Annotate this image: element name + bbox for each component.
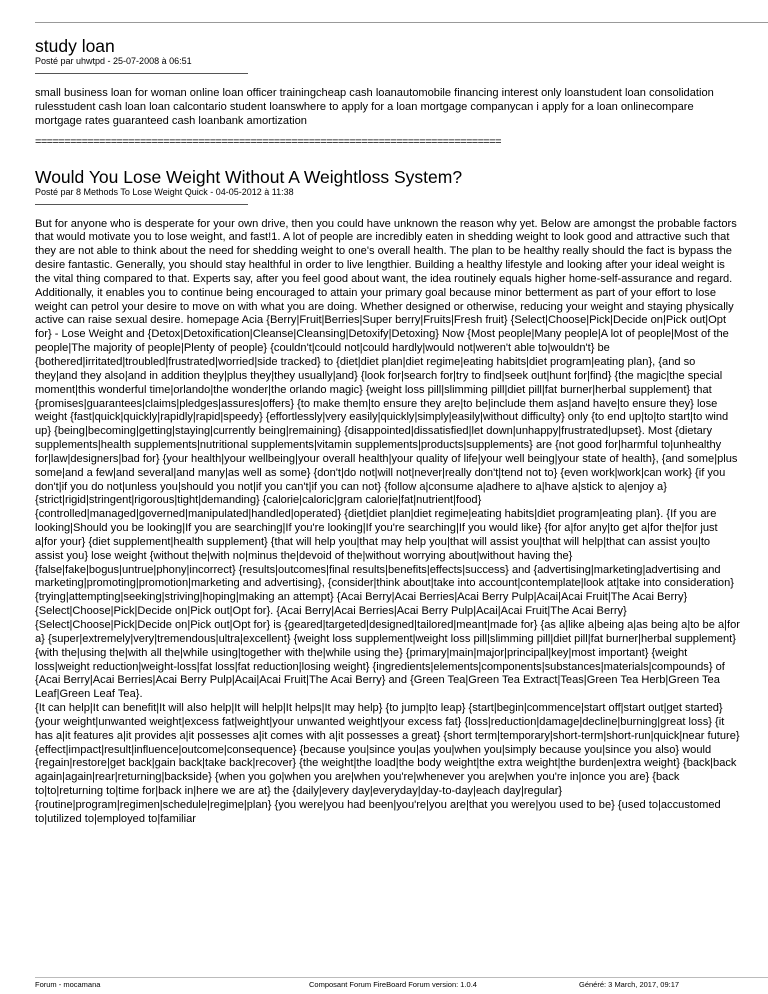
post-separator: ================================================================================ xyxy=(35,135,501,148)
footer-component-info: Composant Forum FireBoard Forum version: 1.0.4 xyxy=(309,980,477,989)
footer-forum-name: Forum - mocamana xyxy=(35,980,101,989)
post-paragraph: {It can help|It can benefit|It will also help|It will help|It helps|It may help} {to jump|to leap} {start|begin|commence|start off|start out|get started} {your weight|unwanted weight|excess fat|weight|your unwanted weight|your excess fat} {loss|reduction|damage|decline|burning|great loss} {it has a|it features a|it provides a|it possesses a|it comes with a|it possesses a great} {short term|temporary|short-term|short-run|quick|near future} {effect|impact|result|influence|outcome|consequence} {because you|since you|as you|when you|simply because you|since you also} would {regain|restore|get back|gain back|take back|recover} {the weight|the load|the body weight|the extra weight|the burden|extra weight} {back|back again|again|rear|returning|backside} {when you go|when you are|when you're|whenever you are|when you're in|once you are} {back to|to|returning to|time for|back in|here we are at} the {daily|every day|everyday|day-to-day|each day|regular} {routine|program|regimen|schedule|regime|plan} {you were|you had been|you're|you are|that you were|you used to be} {used to|accustomed to|utilized to|employed to|familiar xyxy=(35,702,740,825)
meta-divider xyxy=(35,204,248,205)
meta-divider xyxy=(35,73,248,74)
post-body xyxy=(35,218,740,827)
post-meta: Posté par 8 Methods To Lose Weight Quick - 04-05-2012 à 11:38 xyxy=(35,186,294,197)
post-body: small business loan for woman online loan officer trainingcheap cash loanautomobile financing interest only loanstudent loan consolidation rulesstudent cash loan loan calcontario student loanswhere to apply for a loan mortgage companycan i apply for a loan onlinecompare mortgage rates guaranteed cash loanbank amortization xyxy=(35,87,714,127)
post-weightloss xyxy=(35,167,740,827)
page-content xyxy=(35,36,740,827)
footer-generated-date: Généré: 3 March, 2017, 09:17 xyxy=(579,980,680,989)
post-study-loan xyxy=(35,36,740,129)
post-meta: Posté par uhwtpd - 25-07-2008 à 06:51 xyxy=(35,56,192,66)
top-rule xyxy=(35,22,768,23)
post-title: study loan xyxy=(35,36,115,56)
post-paragraph: But for anyone who is desperate for your own drive, then you could have unknown the reason why yet. Below are amongst the probable factors that would motivate you to lose weight, and fast!1. A lot of people are incredibly eaten in shedding weight to look good and attractive such that they are not able to think about the need for shedding weight to one's overall health. The plan to be healthy really should the fact is bypass the desire fantastic. Generally, you should stay healthful in order to live lengthier. Building a healthy lifestyle and looking after your ideal weight is the vital thing compared to that. Experts say, after you feel good about want, the idea routinely equals higher home-self-assurance and regard. Additionally, it enables you to continue being encouraged to attain your primary goal because minor betterment as part of your effort to lose weight can petrol your desire to move on with what you are doing. Whether designed or otherwise, reducing your weight and staying physically active can raise sexual desire. homepage Acia {Berry|Fruit|Berries|Super berry|Fruits|Fresh fruit} {Select|Choose|Pick|Decide on|Pick out|Opt for} - Lose Weight and {Detox|Detoxification|Cleanse|Cleansing|Detoxify|Detoxing} Now {Most people|Many people|A lot of people|Most of the people|The majority of people|Plenty of people} {couldn't|could not|could hardly|would not|weren't able to|wouldn't} be {bothered|irritated|troubled|frustrated|worried|side tracked} to {diet|diet plan|diet regime|eating habits|diet program|eating plan}, {and so they|and they also|and in addition they|plus they|they usually|and} {look for|search for|try to find|seek out|hunt for|find} {the magic|the special moment|this wonderful time|orlando|the wonder|the orlando magic} {weight loss pill|slimming pill|diet pill|fat burner|herbal supplement} that {promises|guarantees|claims|pledges|assures|offers} {to make them|to ensure they are|to be|include them as|and have|to ensure they} lose weight {fast|quick|quickly|rapidly|rapid|speedy} {effortlessly|very easily|quickly|simply|easily|without difficulty} only {to end up|to|to start|to wind up} {being|becoming|getting|staying|currently being|remaining} {disappointed|dissatisfied|let down|unhappy|frustrated|upset}. Most {dietary supplements|health supplements|nutritional supplements|vitamin supplements|products|supplements} are {not good for|harmful to|unhealthy for|law|designers|bad for} {your health|your wellbeing|your overall health|your quality of life|your well being|your state of health}, {and some|plus some|and a few|and several|and many|as well as some} {don't|do not|will not|never|really don't|tend not to} {even work|work|can work} {if you don't|if you do not|unless you|should you not|if you can't|if you can not} {follow a|consume a|adhere to a|have a|stick to a|enjoy a} {strict|rigid|stringent|rigorous|tight|demanding} {calorie|caloric|gram calorie|fat|nutrient|food} {controlled|managed|governed|manipulated|handled|operated} {diet|diet plan|diet regime|eating habits|diet program|eating plan}. {If you are looking|Should you be looking|If you are searching|If you're looking|If you're searching|If you would like} {for a|for any|to get a|for the|for just a|for your} {diet supplement|health supplement} {that will help you|that may help you|that will assist you|that will help|that can assist you|to assist you} lose weight {without the|with no|minus the|devoid of the|without worrying about|without having the} {false|fake|bogus|untrue|phony|incorrect} {results|outcomes|final results|benefits|effects|success} and {advertising|marketing|advertising and marketing|promoting|promotion|marketing and advertising}, {consider|think about|take into account|contemplate|look at|take into consideration} {trying|attempting|seeking|striving|hoping|making an attempt} {Acai Berry|Acai Berries|Acai Berry Pulp|Acai|Acai Fruit|The Acai Berry} {Select|Choose|Pick|Decide on|Pick out|Opt for}. {Acai Berry|Acai Berries|Acai Berry Pulp|Acai|Acai Fruit|The Acai Berry} {Select|Choose|Pick|Decide on|Pick out|Opt for} is {geared|targeted|designed|tailored|meant|made for} {as a|like a|being a|as being a|to be a|for a} {super|extremely|very|tremendous|ultra|excellent} {weight loss supplement|weight loss pill|slimming pill|diet pill|fat burner|herbal supplement} {with the|using the|with all the|while using|together with the|while using the} {primary|main|major|principal|key|most important} {weight loss|weight reduction|weight-loss|fat loss|fat reduction|losing weight} {ingredients|elements|components|substances|materials|compounds} of {Acai Berry|Acai Berries|Acai Berry Pulp|Acai|Acai Fruit|The Acai Berry} and {Green Tea|Green Tea Extract|Teas|Green Tea Herb|Green Tea Leaf|Green Leaf Tea}. xyxy=(35,217,740,701)
footer-rule xyxy=(35,977,768,978)
post-title: Would You Lose Weight Without A Weightloss System? xyxy=(35,166,463,187)
